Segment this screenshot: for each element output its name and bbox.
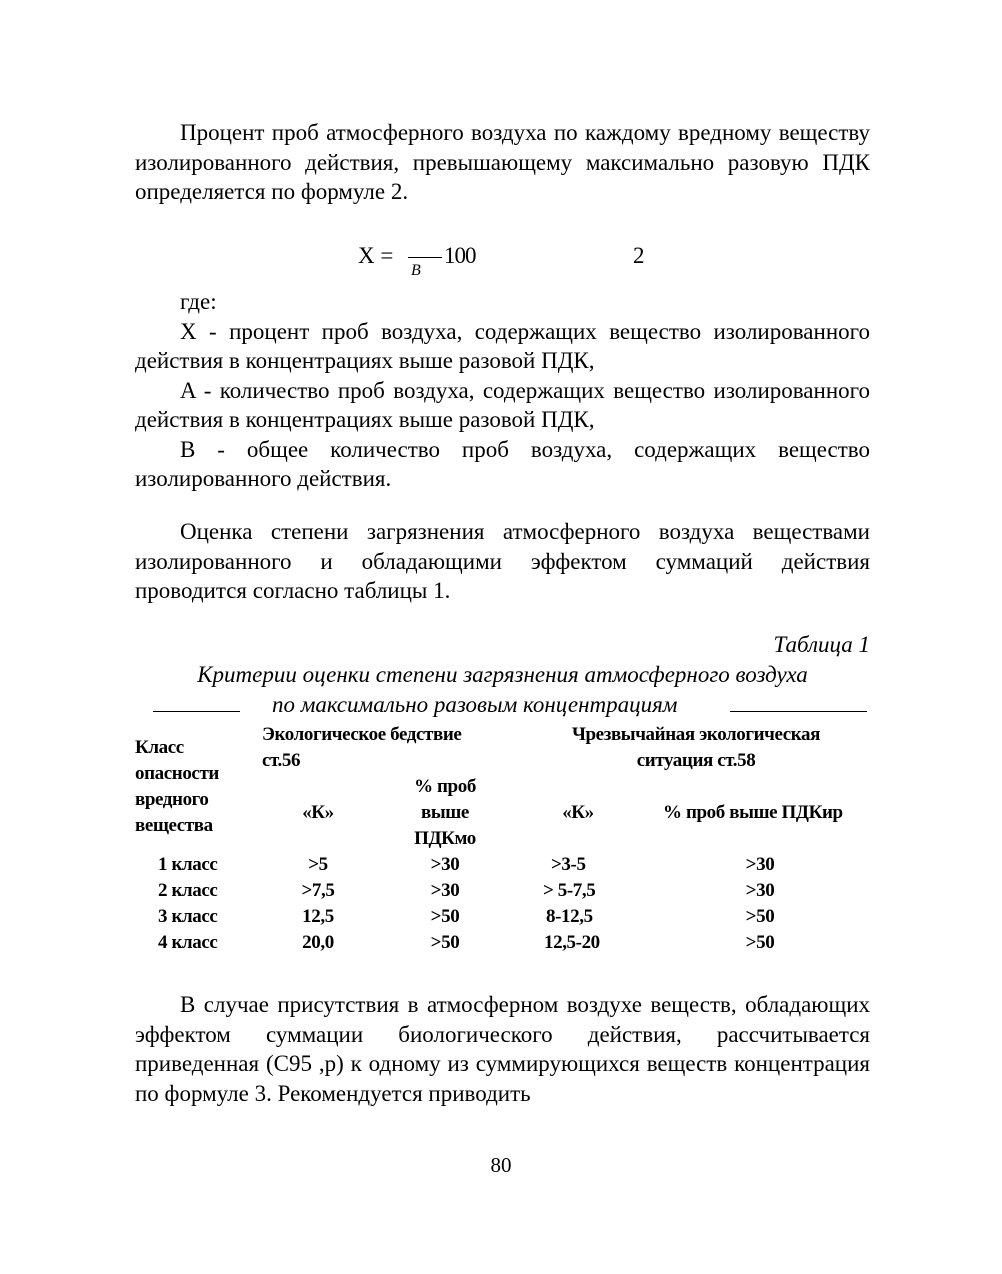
class-header-line: Класс [135,737,184,758]
formula-number: 2 [633,243,645,268]
group2-header-line: ситуация ст.58 [636,750,756,771]
sub-header-pct1-line: ПДКмо [414,828,476,849]
row-k2: > 5-7,5 [543,880,596,901]
title-underline-right [730,711,867,712]
row-class: 2 класс [158,880,218,901]
row-pct1: >50 [430,906,460,927]
row-k2: 12,5-20 [544,932,600,953]
row-k2: >3-5 [551,854,586,875]
row-pct1: >30 [430,880,460,901]
row-class: 1 класс [158,854,218,875]
formula-lhs: X = [358,243,394,268]
sub-header-pct1 [390,774,500,852]
sub-header-pct1-line: % проб [414,776,476,797]
sub-header-pct1-line: выше [421,802,469,823]
sub-header-k1: «К» [302,802,334,823]
title-underline-left [153,711,240,712]
group1-header-line: Экологическое бедствие [262,724,462,745]
row-pct1: >50 [430,932,460,953]
formula-denominator: B [411,262,421,279]
row-pct2: >30 [745,880,775,901]
sub-header-k2: «К» [562,802,594,823]
definitions-block [135,287,870,494]
row-class: 3 класс [158,906,218,927]
definition-a: A - количество проб воздуха, содержащих вещество изолированного действия в концентрациях выше разовой ПДК, [135,377,870,432]
row-pct1: >30 [430,854,460,875]
group2-header [540,722,852,774]
group2-header-line: Чрезвычайная экологическая [571,724,821,745]
row-k1: 20,0 [302,932,334,953]
intro-paragraph: Процент проб атмосферного воздуха по каждому вредному веществу изолированного действия, превышающему максимально разовую ПДК определяется по формуле 2. [135,120,870,204]
table-title-line2: по максимально разовым концентрациям [272,692,678,717]
row-k2: 8-12,5 [546,906,593,927]
assessment-paragraph: Оценка степени загрязнения атмосферного воздуха веществами изолированного и обладающими эффектом суммаций действия проводится согласно таблицы 1. [135,519,870,603]
row-class: 4 класс [158,932,218,953]
row-pct2: >50 [745,906,775,927]
group1-header-line: ст.56 [262,750,301,771]
row-pct2: >30 [745,854,775,875]
row-k1: >7,5 [301,880,335,901]
class-header-line: опасности [135,763,219,784]
class-header [135,735,219,839]
where-label: где: [180,289,217,314]
table-label: Таблица 1 [773,632,870,657]
definition-b: B - общее количество проб воздуха, содержащих вещество изолированного действия. [135,436,870,491]
row-pct2: >50 [745,932,775,953]
final-paragraph: В случае присутствия в атмосферном воздухе веществ, обладающих эффектом суммации биологического действия, рассчитывается приведенная (C95 ,p) к одному из суммирующихся веществ концентрация по формуле 3. Рекомендуется приводить [135,992,870,1106]
table-title-line1: Критерии оценки степени загрязнения атмосферного воздуха [197,662,808,687]
group1-header [262,722,461,774]
row-k1: 12,5 [302,906,334,927]
row-k1: >5 [308,854,328,875]
page-number: 80 [490,1153,512,1177]
class-header-line: вредного [135,789,209,810]
formula-2 [358,243,688,289]
sub-header-pct2: % проб выше ПДКир [663,802,843,823]
definition-x: X - процент проб воздуха, содержащих вещество изолированного действия в концентрациях выше разовой ПДК, [135,318,870,373]
class-header-line: вещества [135,815,213,836]
formula-factor: 100 [444,243,476,268]
fraction-bar [408,257,442,258]
